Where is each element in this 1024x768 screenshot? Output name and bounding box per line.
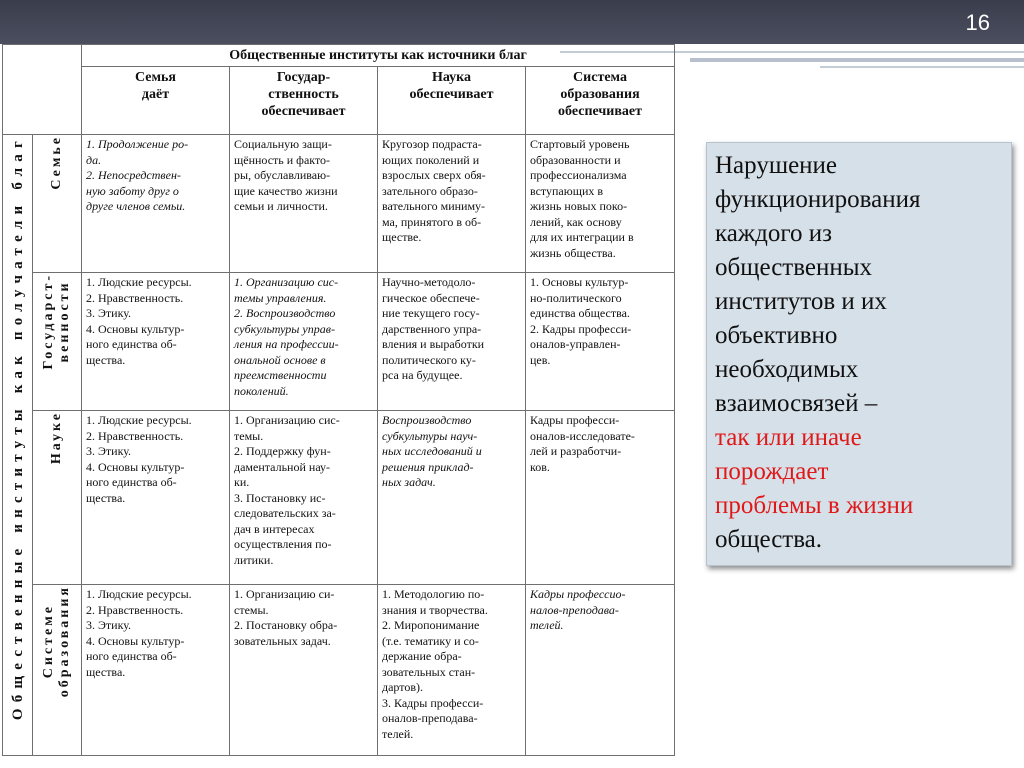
callout-line: Нарушение bbox=[715, 152, 838, 179]
column-header-family: Семья даёт bbox=[82, 67, 230, 135]
slide-number: 16 bbox=[965, 10, 990, 35]
top-bar bbox=[0, 0, 1024, 44]
cell-science-family: 1. Людские ресурсы. 2. Нравственность. 3. Этику. 4. Основы культур- ного единства об- щества. bbox=[82, 411, 230, 585]
cell-family-state: Социальную защи- щённость и факто- ры, обуславливаю- щие качество жизни семьи и личности. bbox=[230, 135, 378, 273]
cell-education-family: 1. Людские ресурсы. 2. Нравственность. 3. Этику. 4. Основы культур- ного единства об- щества. bbox=[82, 585, 230, 756]
column-header-science: Наука обеспечивает bbox=[378, 67, 526, 135]
cell-science-education: Кадры професси- оналов-исследовате- лей и разработчи- ков. bbox=[526, 411, 675, 585]
callout-line: институтов и их bbox=[715, 288, 887, 315]
callout-line: каждого из bbox=[715, 220, 832, 247]
decor-line-2 bbox=[690, 58, 1024, 62]
callout-line: взаимосвязей – bbox=[715, 390, 878, 417]
cell-family-science: Кругозор подраста- ющих поколений и взрослых сверх обя- зательного образо- вательного миниму- ма, принятого в об- ществе. bbox=[378, 135, 526, 273]
column-header-state: Государ- ственность обеспечивает bbox=[230, 67, 378, 135]
callout-line: функционирования bbox=[715, 186, 921, 213]
callout-highlight-line: так или иначе bbox=[715, 424, 862, 451]
row-label-family: Семье bbox=[33, 135, 82, 273]
cell-state-family: 1. Людские ресурсы. 2. Нравственность. 3. Этику. 4. Основы культур- ного единства об- щества. bbox=[82, 273, 230, 411]
corner-cell bbox=[3, 45, 82, 135]
side-label: Общественные институты как получатели благ bbox=[9, 135, 26, 721]
row-label-science: Науке bbox=[33, 411, 82, 585]
callout-line: общественных bbox=[715, 254, 873, 281]
cell-education-state: 1. Организацию си- стемы. 2. Постановку обра- зовательных задач. bbox=[230, 585, 378, 756]
side-label-cell bbox=[3, 135, 33, 756]
callout-highlight-line: порождает bbox=[715, 458, 829, 485]
cell-education-education: Кадры профессио- налов-преподава- телей. bbox=[526, 585, 675, 756]
table-title: Общественные институты как источники благ bbox=[82, 45, 675, 67]
column-header-education: Система образования обеспечивает bbox=[526, 67, 675, 135]
callout-line: необходимых bbox=[715, 356, 859, 383]
cell-education-science: 1. Методологию по- знания и творчества. 2. Миропонимание (т.е. тематику и со- держание обра- зовательных стан- дартов). 3. Кадры професси- оналов-преподава- телей. bbox=[378, 585, 526, 756]
row-label-state: Государст- венности bbox=[33, 273, 82, 411]
cell-family-family: 1. Продолжение ро- да. 2. Непосредствен- ную заботу друг о друге членов семьи. bbox=[82, 135, 230, 273]
callout-line: общества. bbox=[715, 526, 823, 553]
cell-science-state: 1. Организацию сис- темы. 2. Поддержку фун- даментальной нау- ки. 3. Постановку ис- следовательских за- дач в интересах осуществления по- литики. bbox=[230, 411, 378, 585]
cell-family-education: Стартовый уровень образованности и профессионализма вступающих в жизнь новых поко- лений, как основу для их интеграции в жизнь общества. bbox=[526, 135, 675, 273]
row-label-education: Системе образования bbox=[33, 585, 82, 756]
decor-line-3 bbox=[820, 66, 1024, 68]
callout-box bbox=[706, 142, 1012, 566]
cell-state-science: Научно-методоло- гическое обеспече- ние текущего госу- дарственного упра- вления и выработки политического ку- рса на будущее. bbox=[378, 273, 526, 411]
callout-line: объективно bbox=[715, 322, 838, 349]
callout-highlight-line: проблемы в жизни bbox=[715, 492, 914, 519]
benefits-table bbox=[2, 44, 675, 756]
cell-state-state: 1. Организацию сис- темы управления. 2. Воспроизводство субкультуры управ- ления на профессии- ональной основе в преемственности поколений. bbox=[230, 273, 378, 411]
cell-science-science: Воспроизводство субкультуры науч- ных исследований и решения приклад- ных задач. bbox=[378, 411, 526, 585]
cell-state-education: 1. Основы культур- но-политического единства общества. 2. Кадры професси- оналов-управлен- цев. bbox=[526, 273, 675, 411]
